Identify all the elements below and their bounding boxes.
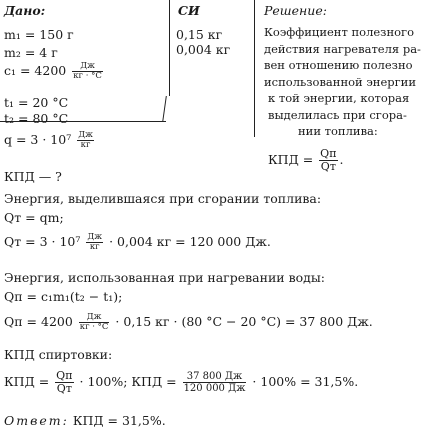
given-find: КПД — ?	[4, 169, 62, 184]
qt-calc	[4, 233, 271, 252]
solution-text	[264, 24, 421, 140]
qp-calc-right: · 0,15 кг · (80 °С − 20 °С) = 37 800 Дж.	[115, 314, 373, 329]
qt-calc-right: · 0,004 кг = 120 000 Дж.	[109, 234, 271, 249]
given-slant-divider	[162, 96, 167, 122]
kpd-den: Qт	[320, 160, 336, 173]
given-header: Дано:	[4, 3, 46, 18]
energy-fuel-label: Энергия, выделившаяся при сгорании топлива:	[4, 191, 322, 206]
si-m2: 0,004 кг	[176, 42, 231, 57]
qt-calc-num: Дж	[87, 232, 103, 242]
c1-unit-num: Дж	[72, 62, 103, 72]
q-left: q = 3 · 10⁷	[4, 132, 72, 147]
c1-unit-den: кг · °С	[73, 71, 102, 81]
solution-line: Коэффициент полезного	[264, 25, 414, 39]
kpd-label: КПД спиртовки:	[4, 347, 113, 362]
given-c1	[4, 62, 105, 81]
energy-water-label: Энергия, использованная при нагревании воды:	[4, 270, 325, 285]
qp-calc	[4, 313, 373, 332]
qp-calc-left: Qп = 4200	[4, 314, 73, 329]
solution-line: выделилась при сгора-	[268, 107, 407, 122]
qp-calc-den: кг · °С	[79, 322, 109, 332]
given-t1: t₁ = 20 °С	[4, 95, 69, 110]
qt-calc-left: Qт = 3 · 10⁷	[4, 234, 81, 249]
kpd-calc-den2: 120 000 Дж	[183, 383, 246, 394]
qt-calc-unit	[86, 233, 103, 252]
q-unit-den: кг	[80, 140, 91, 150]
answer-value: КПД = 31,5%.	[72, 413, 166, 428]
kpd-calc-right: · 100% = 31,5%.	[252, 374, 359, 389]
solution-line: вен отношению полезно	[264, 58, 413, 72]
c1-unit	[72, 62, 103, 81]
kpd-left: КПД =	[268, 152, 314, 167]
given-m1: m₁ = 150 г	[4, 27, 74, 42]
solution-line: использованной энергии	[264, 74, 416, 89]
si-header: СИ	[178, 3, 200, 18]
qp-formula: Qп = c₁m₁(t₂ − t₁);	[4, 289, 123, 304]
solution-kpd	[268, 148, 344, 173]
given-m2: m₂ = 4 г	[4, 45, 58, 60]
kpd-calc-num2: 37 800 Дж	[183, 371, 247, 383]
qp-calc-num: Дж	[79, 313, 110, 323]
kpd-calc-frac2	[183, 371, 247, 394]
answer-word: Ответ:	[4, 413, 69, 428]
kpd-fraction	[319, 148, 337, 173]
kpd-right: .	[339, 152, 344, 167]
given-si-divider	[169, 0, 170, 96]
kpd-calc-left: КПД =	[4, 374, 50, 389]
kpd-calc-num1: Qп	[56, 369, 73, 382]
kpd-num: Qп	[320, 147, 337, 160]
si-solution-divider	[254, 0, 255, 137]
qt-formula: Qт = qm;	[4, 210, 64, 225]
given-t2: t₂ = 80 °С	[4, 111, 69, 126]
q-unit	[77, 131, 94, 150]
qt-calc-den: кг	[89, 242, 100, 252]
answer	[4, 413, 166, 428]
given-q	[4, 131, 96, 150]
kpd-calc-den1: Qт	[56, 382, 72, 395]
solution-header: Решение:	[264, 3, 327, 18]
kpd-calc-frac1	[55, 370, 73, 395]
q-unit-num: Дж	[78, 130, 93, 140]
solution-line: нии топлива:	[298, 124, 378, 138]
qp-calc-unit	[79, 313, 110, 332]
kpd-calc-mid: · 100%; КПД =	[79, 374, 177, 389]
kpd-calc	[4, 370, 358, 395]
solution-line: к той энергии, которая	[268, 91, 410, 105]
c1-left: c₁ = 4200	[4, 63, 67, 78]
solution-line: действия нагревателя ра-	[264, 41, 421, 56]
si-m1: 0,15 кг	[176, 27, 223, 42]
